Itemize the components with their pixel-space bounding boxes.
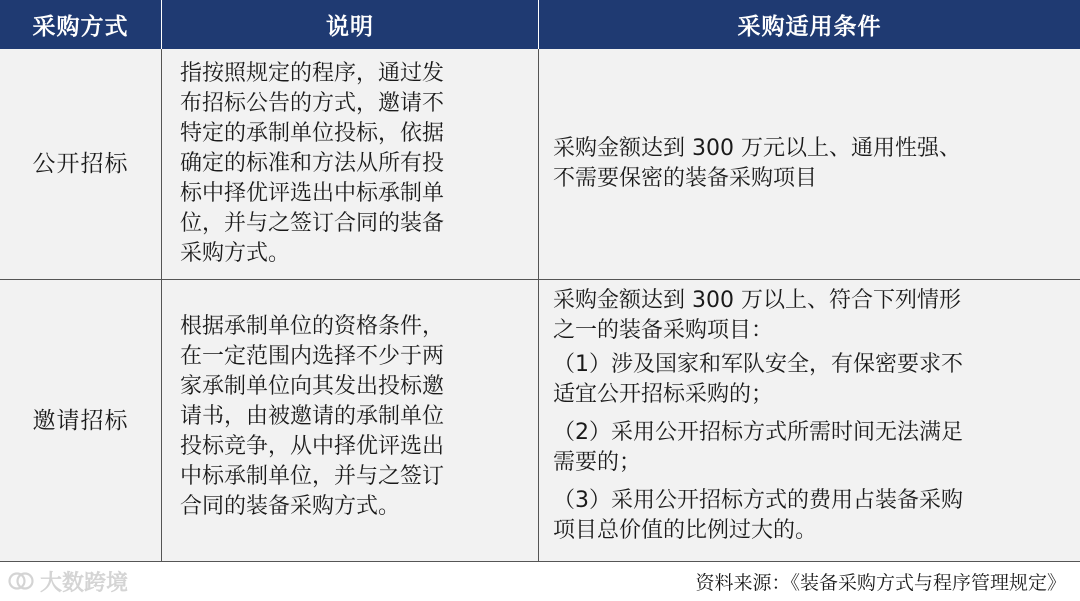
row2-desc-line: 在一定范围内选择不少于两 (180, 344, 445, 369)
row2-cond-paragraph (553, 350, 1068, 410)
row2-cond-paragraph (553, 286, 1068, 346)
row2-desc-line: 中标承制单位，并与之签订 (180, 464, 445, 489)
row2-cond-line: 适宜公开招标采购的； (553, 382, 774, 407)
row2-cond-line: 之一的装备采购项目： (553, 318, 774, 343)
row1-cond-line: 采购金额达到 300 万元以上、通用性强、 (553, 136, 961, 161)
row2-cond-line: 项目总价值的比例过大的。 (553, 518, 818, 543)
row1-conditions (539, 49, 1080, 279)
row1-desc-line: 采购方式。 (180, 241, 291, 266)
row2-method-cell (0, 280, 161, 562)
row1-desc-line: 位，并与之签订合同的装备 (180, 211, 445, 236)
row2-desc-line: 请书，由被邀请的承制单位 (180, 404, 445, 429)
row1-desc-line: 标中择优评选出中标承制单 (180, 181, 445, 206)
row2-method: 邀请招标 (32, 408, 129, 434)
row1-desc-line: 确定的标准和方法从所有投 (180, 151, 445, 176)
row1-cond-line: 不需要保密的装备采购项目 (553, 166, 818, 191)
header-method: 采购方式 (0, 0, 161, 49)
row2-conditions (539, 280, 1080, 562)
column-divider (161, 49, 162, 562)
header-description: 说明 (162, 0, 538, 49)
row2-cond-line: 采购金额达到 300 万以上、符合下列情形 (553, 288, 961, 313)
row1-method-cell (0, 49, 161, 279)
watermark-logo (8, 567, 128, 595)
row2-desc-line: 投标竞争，从中择优评选出 (180, 434, 445, 459)
row1-description (162, 49, 538, 279)
row1-desc-line: 特定的承制单位投标，依据 (180, 121, 445, 146)
row2-cond-line: （1）涉及国家和军队安全，有保密要求不 (553, 352, 963, 377)
table-bottom-border (0, 561, 1080, 562)
row1-desc-line: 布招标公告的方式，邀请不 (180, 91, 445, 116)
row2-cond-paragraph (553, 418, 1068, 478)
row2-desc-line: 合同的装备采购方式。 (180, 494, 401, 519)
header-conditions: 采购适用条件 (539, 0, 1080, 49)
row-divider (0, 279, 1080, 280)
row1-method: 公开招标 (32, 151, 129, 177)
watermark-text: 大数跨境 (40, 570, 129, 596)
source-note: 资料来源：《装备采购方式与程序管理规定》 (695, 572, 1066, 594)
row1-desc-line: 指按照规定的程序，通过发 (180, 61, 445, 86)
row2-cond-line: （2）采用公开招标方式所需时间无法满足 (553, 420, 963, 445)
watermark-icon (8, 569, 34, 593)
row2-cond-line: 需要的； (553, 450, 642, 475)
row2-cond-line: （3）采用公开招标方式的费用占装备采购 (553, 488, 963, 513)
row2-cond-paragraph (553, 486, 1068, 546)
row2-description (162, 280, 538, 562)
row2-desc-line: 家承制单位向其发出投标邀 (180, 374, 445, 399)
row2-desc-line: 根据承制单位的资格条件， (180, 314, 445, 339)
column-divider (538, 49, 539, 562)
